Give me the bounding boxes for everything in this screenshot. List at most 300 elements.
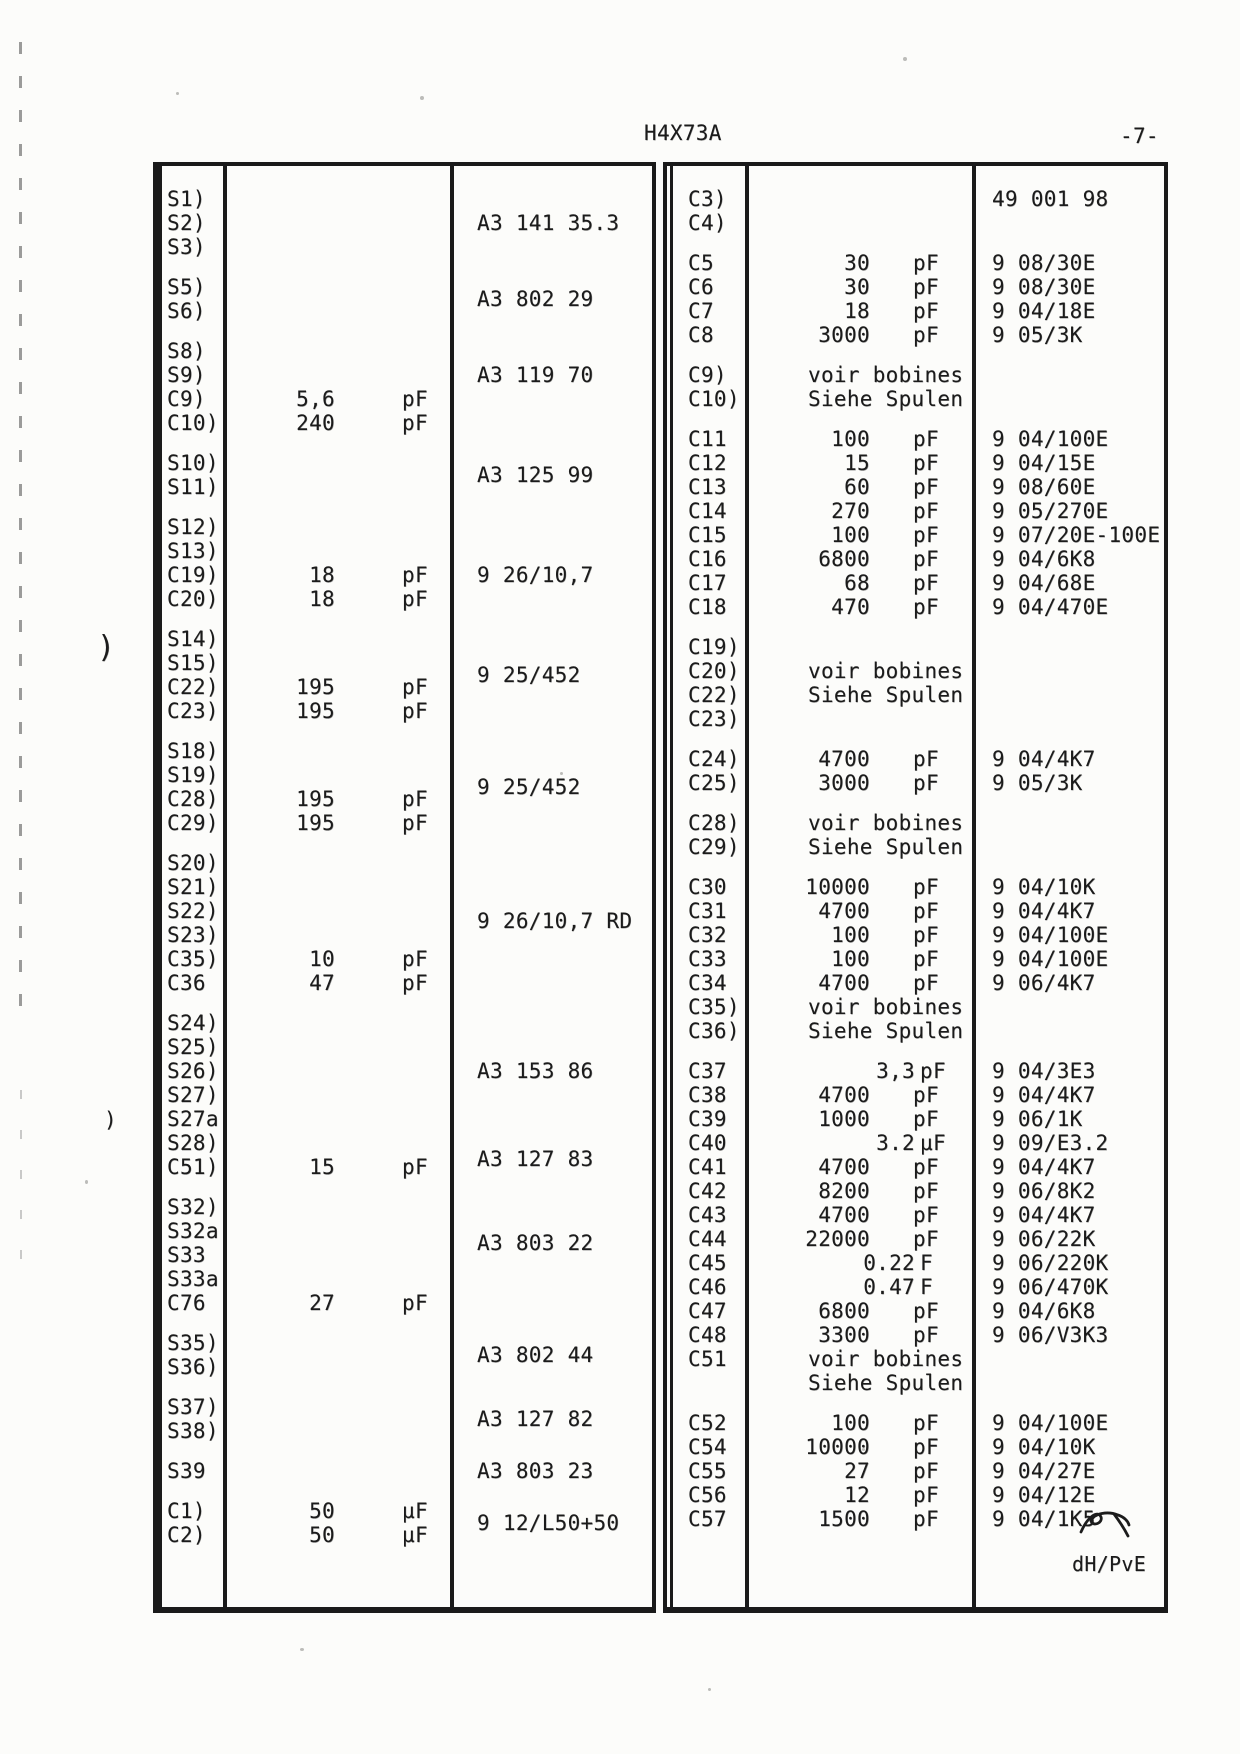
component-group [162,515,652,611]
component-ref: S27) [167,1083,219,1107]
table-row [162,187,652,211]
note-text: Siehe Spulen [808,1371,964,1395]
component-ref: C56 [688,1483,727,1507]
component-value: 0.47 [863,1275,915,1299]
part-number: 9 06/4K7 [992,971,1096,995]
component-group [162,1331,652,1379]
component-ref: C42 [688,1179,727,1203]
component-ref: C47 [688,1299,727,1323]
table-row [667,659,1164,683]
table-row [162,1083,652,1107]
part-number: 9 04/12E [992,1483,1096,1507]
component-value: 22000 [805,1227,870,1251]
component-value: 195 [296,675,335,699]
component-unit: pF [913,323,939,347]
component-ref: C9) [688,363,727,387]
component-ref: C19) [167,563,219,587]
component-ref: C20) [688,659,740,683]
component-ref: C48 [688,1323,727,1347]
table-row [667,363,1164,387]
part-number: 9 08/30E [992,275,1096,299]
table-row [667,1203,1164,1227]
table-row [667,275,1164,299]
table-row [667,1227,1164,1251]
component-group [162,1459,652,1483]
part-number: 9 04/6K8 [992,1299,1096,1323]
table-row [667,875,1164,899]
part-number: 9 04/4K7 [992,747,1096,771]
table-row [162,515,652,539]
component-ref: S26) [167,1059,219,1083]
component-ref: C51 [688,1347,727,1371]
part-number: A3 125 99 [477,463,594,487]
part-number: A3 803 22 [477,1231,594,1255]
part-number: 9 05/270E [992,499,1109,523]
component-ref: C41 [688,1155,727,1179]
component-ref: C34 [688,971,727,995]
component-group [667,427,1164,619]
table-row [667,1459,1164,1483]
component-ref: S38) [167,1419,219,1443]
component-unit: F [920,1251,933,1275]
component-unit: pF [402,971,428,995]
table-row [667,299,1164,323]
component-unit: pF [913,1459,939,1483]
component-ref: S2) [167,211,206,235]
table-row [162,1195,652,1219]
component-ref: C4) [688,211,727,235]
component-ref: S6) [167,299,206,323]
table-row [162,387,652,411]
component-value: 68 [844,571,870,595]
component-unit: pF [913,1483,939,1507]
component-ref: C28) [688,811,740,835]
note-text: Siehe Spulen [808,387,964,411]
component-ref: C8 [688,323,714,347]
part-number: 9 09/E3.2 [992,1131,1109,1155]
component-ref: S25) [167,1035,219,1059]
component-unit: pF [913,427,939,451]
component-ref: C52 [688,1411,727,1435]
component-ref: S37) [167,1395,219,1419]
component-ref: C18 [688,595,727,619]
part-number: 9 04/15E [992,451,1096,475]
table-row [667,1107,1164,1131]
table-row [667,1019,1164,1043]
component-ref: C13 [688,475,727,499]
table-row [162,1267,652,1291]
component-ref: S23) [167,923,219,947]
part-number: 9 06/8K2 [992,1179,1096,1203]
table-row [162,587,652,611]
component-unit: pF [913,595,939,619]
component-ref: C51) [167,1155,219,1179]
table-row [667,547,1164,571]
component-unit: pF [913,475,939,499]
component-value: 1000 [818,1107,870,1131]
component-group [162,627,652,723]
component-ref: S36) [167,1355,219,1379]
component-ref: C14 [688,499,727,523]
component-unit: pF [913,1083,939,1107]
table-row [667,835,1164,859]
table-row [162,235,652,259]
part-number: 9 04/6K8 [992,547,1096,571]
component-ref: C3) [688,187,727,211]
component-ref: C10) [167,411,219,435]
component-unit: pF [913,771,939,795]
component-value: 195 [296,699,335,723]
table-row [162,627,652,651]
note-text: voir bobines [808,659,964,683]
component-ref: C11 [688,427,727,451]
component-group [162,339,652,435]
table-row [667,1155,1164,1179]
component-ref: C39 [688,1107,727,1131]
table-row [667,451,1164,475]
component-ref: C76 [167,1291,206,1315]
note-text: Siehe Spulen [808,835,964,859]
component-value: 15 [309,1155,335,1179]
component-value: 5,6 [296,387,335,411]
component-unit: pF [913,875,939,899]
component-value: 47 [309,971,335,995]
component-ref: S15) [167,651,219,675]
part-number: 9 08/60E [992,475,1096,499]
component-group [162,1395,652,1443]
note-text: voir bobines [808,811,964,835]
part-number: 9 04/10K [992,875,1096,899]
table-row [162,947,652,971]
note-text: voir bobines [808,363,964,387]
component-ref: S1) [167,187,206,211]
component-unit: pF [913,499,939,523]
component-unit: pF [913,971,939,995]
table-row [667,771,1164,795]
table-row [667,1275,1164,1299]
component-value: 50 [309,1499,335,1523]
part-number: 9 04/470E [992,595,1109,619]
component-ref: C2) [167,1523,206,1547]
part-number: 9 04/1K5 [992,1507,1096,1531]
component-value: 15 [844,451,870,475]
part-number: 9 04/27E [992,1459,1096,1483]
component-value: 18 [309,563,335,587]
component-ref: S21) [167,875,219,899]
part-number: 9 06/470K [992,1275,1109,1299]
component-unit: µF [402,1499,428,1523]
component-group [162,275,652,323]
component-group [667,363,1164,411]
component-value: 4700 [818,1155,870,1179]
component-ref: S12) [167,515,219,539]
component-ref: C10) [688,387,740,411]
component-unit: pF [913,899,939,923]
component-ref: S3) [167,235,206,259]
component-unit: pF [913,747,939,771]
component-ref: C28) [167,787,219,811]
part-number: A3 141 35.3 [477,211,620,235]
component-unit: F [920,1275,933,1299]
component-unit: pF [913,251,939,275]
scan-speck [85,1180,88,1184]
component-ref: S19) [167,763,219,787]
component-ref: C16 [688,547,727,571]
part-number: 9 04/4K7 [992,1083,1096,1107]
component-value: 100 [831,923,870,947]
part-number: A3 802 29 [477,287,594,311]
scan-speck [300,1648,304,1651]
table-row [667,211,1164,235]
table-row [667,1083,1164,1107]
component-ref: S14) [167,627,219,651]
component-ref: C44 [688,1227,727,1251]
component-ref: C35) [167,947,219,971]
component-value: 240 [296,411,335,435]
component-ref: C15 [688,523,727,547]
table-row [162,875,652,899]
component-value: 4700 [818,1203,870,1227]
component-ref: C29) [167,811,219,835]
signature-initials: dH/PvE [1072,1552,1147,1576]
component-value: 30 [844,251,870,275]
component-value: 0.22 [863,1251,915,1275]
component-group [667,251,1164,347]
table-row [667,635,1164,659]
margin-mark: ) [97,630,116,665]
component-value: 6800 [818,1299,870,1323]
component-ref: S10) [167,451,219,475]
component-unit: pF [913,947,939,971]
component-ref: C22) [167,675,219,699]
note-text: Siehe Spulen [808,1019,964,1043]
component-unit: pF [913,1299,939,1323]
component-value: 10000 [805,1435,870,1459]
table-row [162,811,652,835]
component-group [162,1195,652,1315]
component-unit: µF [920,1131,946,1155]
component-unit: pF [913,451,939,475]
component-group [162,1499,652,1547]
component-value: 30 [844,275,870,299]
part-number: A3 127 83 [477,1147,594,1171]
table-row [667,1299,1164,1323]
left-table-content [162,187,652,1563]
part-number: 9 06/V3K3 [992,1323,1109,1347]
page-number: -7- [1120,124,1159,148]
table-row [667,1323,1164,1347]
part-number: 9 04/100E [992,1411,1109,1435]
component-ref: C46 [688,1275,727,1299]
component-ref: S24) [167,1011,219,1035]
component-unit: pF [402,675,428,699]
table-row [667,499,1164,523]
table-row [162,739,652,763]
component-group [162,1011,652,1179]
table-row [162,699,652,723]
component-value: 50 [309,1523,335,1547]
component-group [162,851,652,995]
component-ref: C40 [688,1131,727,1155]
component-value: 3.2 [876,1131,915,1155]
component-value: 4700 [818,747,870,771]
component-unit: pF [913,1323,939,1347]
component-group [162,451,652,499]
table-row [667,811,1164,835]
component-unit: pF [920,1059,946,1083]
table-row [667,595,1164,619]
table-row [162,339,652,363]
component-unit: pF [913,275,939,299]
part-number: 9 04/4K7 [992,1203,1096,1227]
component-ref: C5 [688,251,714,275]
component-ref: C17 [688,571,727,595]
part-number: 9 04/10K [992,1435,1096,1459]
component-ref: S18) [167,739,219,763]
component-ref: C22) [688,683,740,707]
component-ref: C32 [688,923,727,947]
component-value: 195 [296,811,335,835]
component-unit: pF [913,523,939,547]
scan-scratch-line-lower [20,1090,22,1290]
component-ref: S5) [167,275,206,299]
table-row [162,1035,652,1059]
component-ref: S35) [167,1331,219,1355]
table-row [162,411,652,435]
component-unit: pF [402,563,428,587]
scan-speck [176,92,179,95]
note-text: voir bobines [808,995,964,1019]
component-value: 3,3 [876,1059,915,1083]
component-unit: pF [913,571,939,595]
component-value: 4700 [818,899,870,923]
component-unit: pF [402,387,428,411]
component-value: 270 [831,499,870,523]
part-number: 9 04/4K7 [992,1155,1096,1179]
component-group [162,739,652,835]
component-ref: C19) [688,635,740,659]
component-ref: S9) [167,363,206,387]
component-group [667,187,1164,235]
table-row [162,539,652,563]
note-text: Siehe Spulen [808,683,964,707]
part-number: 9 08/30E [992,251,1096,275]
component-unit: pF [913,1179,939,1203]
component-ref: C33 [688,947,727,971]
table-row [667,1179,1164,1203]
part-number: 9 04/100E [992,923,1109,947]
table-row [667,707,1164,731]
component-unit: pF [913,923,939,947]
component-unit: pF [402,787,428,811]
table-row [162,1107,652,1131]
component-ref: C7 [688,299,714,323]
right-parts-table [663,162,1168,1613]
component-value: 195 [296,787,335,811]
component-ref: S39 [167,1459,206,1483]
table-row [667,323,1164,347]
table-row [667,1483,1164,1507]
component-ref: C37 [688,1059,727,1083]
component-group [667,811,1164,859]
component-unit: pF [913,1435,939,1459]
table-row [667,1059,1164,1083]
component-unit: pF [913,1155,939,1179]
component-ref: C24) [688,747,740,771]
component-ref: C6 [688,275,714,299]
component-unit: pF [402,411,428,435]
part-number: 9 12/L50+50 [477,1511,620,1535]
component-ref: C36) [688,1019,740,1043]
component-ref: C57 [688,1507,727,1531]
component-ref: S27a [167,1107,219,1131]
component-ref: C45 [688,1251,727,1275]
table-row [667,571,1164,595]
component-group [162,187,652,259]
component-value: 100 [831,1411,870,1435]
component-unit: pF [402,811,428,835]
component-value: 12 [844,1483,870,1507]
part-number: A3 153 86 [477,1059,594,1083]
component-unit: pF [913,1203,939,1227]
component-ref: C25) [688,771,740,795]
part-number: 9 04/4K7 [992,899,1096,923]
scan-speck [420,96,424,100]
component-ref: C9) [167,387,206,411]
component-value: 3000 [818,771,870,795]
part-number: A3 127 82 [477,1407,594,1431]
part-number: 9 04/68E [992,571,1096,595]
table-row [667,899,1164,923]
component-unit: µF [402,1523,428,1547]
component-value: 470 [831,595,870,619]
part-number: 9 26/10,7 RD [477,909,633,933]
table-row [667,971,1164,995]
component-ref: S28) [167,1131,219,1155]
table-row [667,187,1164,211]
component-ref: C29) [688,835,740,859]
component-unit: pF [913,1227,939,1251]
table-row [667,1251,1164,1275]
component-value: 100 [831,523,870,547]
part-number: 9 06/1K [992,1107,1083,1131]
component-group [667,635,1164,731]
part-number: A3 803 23 [477,1459,594,1483]
table-row [667,683,1164,707]
component-ref: S13) [167,539,219,563]
component-value: 6800 [818,547,870,571]
component-unit: pF [913,1411,939,1435]
table-row [162,851,652,875]
table-row [162,1011,652,1035]
table-row [667,923,1164,947]
table-row [667,1371,1164,1395]
component-ref: C12 [688,451,727,475]
part-number: 9 26/10,7 [477,563,594,587]
component-value: 60 [844,475,870,499]
component-group [667,875,1164,1043]
component-value: 10000 [805,875,870,899]
table-row [667,523,1164,547]
component-value: 4700 [818,971,870,995]
component-unit: pF [913,547,939,571]
component-ref: S33 [167,1243,206,1267]
scan-scratch-line [19,42,22,1022]
component-value: 27 [309,1291,335,1315]
right-table-content [667,187,1164,1547]
table-row [667,1411,1164,1435]
component-ref: C31 [688,899,727,923]
